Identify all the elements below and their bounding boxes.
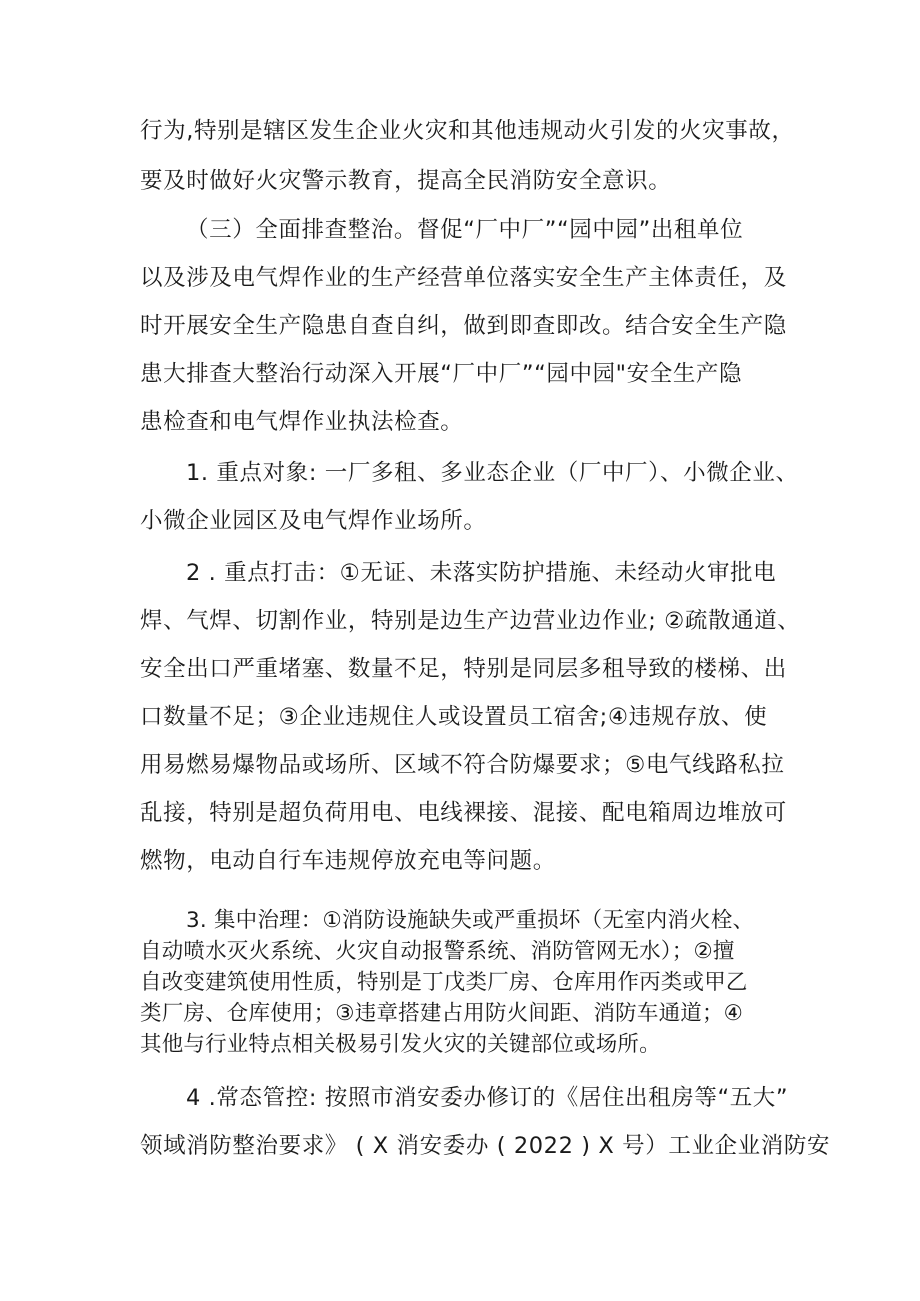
paragraph-line: 4 .常态管控: 按照市消安委办修订的《居住出租房等“五大” [186,1085,789,1111]
paragraph-line: 3. 集中治理：①消防设施缺失或严重损坏（无室内消火栓、 [186,908,755,933]
paragraph-line: 类厂房、仓库使用；③违章搭建占用防火间距、消防车通道；④ [140,1001,744,1026]
paragraph-line: 口数量不足；③企业违规住人或设置员工宿舍;④违规存放、使 [140,704,768,730]
paragraph-line: 1. 重点对象: 一厂多租、多业态企业（厂中厂）、小微企业、 [186,460,799,486]
paragraph-line: 乱接，特别是超负荷用电、电线裸接、混接、配电箱周边堆放可 [140,800,787,826]
paragraph-line: 行为,特别是辖区发生企业火灾和其他违规动火引发的火灾事故， [140,118,795,144]
paragraph-line: 患大排查大整治行动深入开展“厂中厂”“园中园"安全生产隐 [140,361,743,387]
paragraph-line: 以及涉及电气焊作业的生产经营单位落实安全生产主体责任，及 [140,265,787,291]
paragraph-line: 燃物，电动自行车违规停放充电等问题。 [140,848,556,874]
paragraph-line: 其他与行业特点相关极易引发火灾的关键部位或场所。 [140,1032,661,1057]
paragraph-line: 自动喷水灭火系统、火灾自动报警系统、消防管网无水）；②擅 [140,939,735,964]
paragraph-line: 领域消防整治要求》 ( X 消安委办 ( 2022 ) X 号）工业企业消防安 [140,1133,831,1159]
paragraph-line: 小微企业园区及电气焊作业场所。 [140,508,487,534]
paragraph-line: （三）全面排查整治。督促“厂中厂”“园中园”出租单位 [186,217,744,243]
paragraph-line: 时开展安全生产隐患自查自纠，做到即查即改。结合安全生产隐 [140,313,787,339]
paragraph-line: 自改变建筑使用性质，特别是丁戊类厂房、仓库用作丙类或甲乙 [140,970,748,995]
paragraph-line: 要及时做好火灾警示教育，提高全民消防安全意识。 [140,168,672,194]
paragraph-line: 用易燃易爆物品或场所、区域不符合防爆要求；⑤电气线路私拉 [140,752,785,778]
paragraph-line: 2 . 重点打击：①无证、未落实防护措施、未经动火审批电 [186,560,777,586]
paragraph-line: 患检查和电气焊作业执法检查。 [140,409,464,435]
paragraph-line: 焊、气焊、切割作业，特别是边生产边营业边作业; ②疏散通道、 [140,608,801,634]
paragraph-line: 安全出口严重堵塞、数量不足，特别是同层多租导致的楼梯、出 [140,656,787,682]
